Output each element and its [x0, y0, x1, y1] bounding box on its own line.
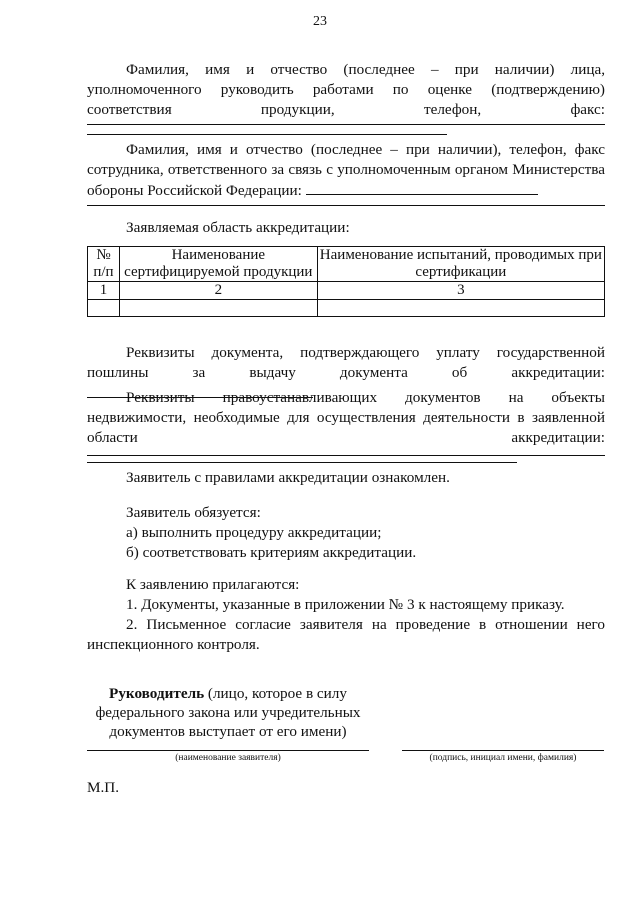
attachments-title: К заявлению прилагаются:	[126, 576, 300, 593]
table-cell-empty[interactable]	[119, 300, 317, 317]
head-title-rest: (лицо, которое в силу федерального закона или учредительных документов выступает от его имени)	[95, 685, 361, 740]
table-numbering-row	[88, 282, 605, 300]
head-person-paragraph	[87, 60, 605, 141]
head-person-extra-line[interactable]	[87, 124, 605, 125]
property-extra-line[interactable]	[87, 455, 605, 456]
table-header-tests: Наименование испытаний, проводимых при сертификации	[317, 247, 604, 282]
obligation-item-b: б) соответствовать критериям аккредитации.	[126, 544, 417, 561]
table-row[interactable]	[88, 300, 605, 317]
table-col-number-3: 3	[317, 282, 604, 300]
head-person-label: Фамилия, имя и отчество (последнее – при наличии) лица, уполномоченного руководить работами по оценке (подтверждению) соответствия продукции, телефон, факс:	[87, 61, 605, 118]
stamp-mark: М.П.	[87, 779, 120, 796]
accreditation-scope-table	[87, 246, 605, 317]
contact-person-paragraph	[87, 140, 605, 201]
table-header-product: Наименование сертифицируемой продукции	[119, 247, 317, 282]
table-col-number-2: 2	[119, 282, 317, 300]
signature-caption: (подпись, инициал имени, фамилия)	[429, 753, 577, 763]
signature-head-label	[88, 684, 368, 741]
attachment-item-1: 1. Документы, указанные в приложении № 3 к настоящему приказу.	[126, 596, 565, 613]
table-cell-empty[interactable]	[317, 300, 604, 317]
obligations-title: Заявитель обязуется:	[126, 504, 261, 521]
payment-label: Реквизиты документа, подтверждающего уплату государственной пошлины за выдачу документа об аккредитации:	[87, 344, 605, 381]
applicant-name-line[interactable]	[87, 750, 369, 751]
page-number: 23	[313, 14, 327, 29]
head-title-bold: Руководитель	[109, 685, 205, 702]
property-paragraph	[87, 388, 605, 469]
contact-person-fill-line[interactable]	[306, 180, 538, 195]
table-col-number-1: 1	[88, 282, 120, 300]
applicant-name-caption: (наименование заявителя)	[175, 753, 281, 763]
signature-line[interactable]	[402, 750, 604, 751]
table-header-number: № п/п	[88, 247, 120, 282]
acknowledgement-text: Заявитель с правилами аккредитации ознакомлен.	[126, 469, 450, 486]
table-header-row	[88, 247, 605, 282]
obligation-item-a: а) выполнить процедуру аккредитации;	[126, 524, 382, 541]
scope-title: Заявляемая область аккредитации:	[126, 219, 350, 236]
property-label: Реквизиты правоустанавливающих документов на объекты недвижимости, необходимые для осуществления деятельности в заявленной области аккредитации:	[87, 389, 605, 446]
head-person-fill-line[interactable]	[87, 120, 447, 135]
contact-person-extra-line[interactable]	[87, 205, 605, 206]
attachment-item-2: 2. Письменное согласие заявителя на проведение в отношении него инспекционного контроля.	[87, 616, 605, 653]
table-cell-empty[interactable]	[88, 300, 120, 317]
contact-person-label: Фамилия, имя и отчество (последнее – при наличии), телефон, факс сотрудника, ответственного за связь с уполномоченным органом Министерства обороны Российской Федерации:	[87, 141, 605, 199]
